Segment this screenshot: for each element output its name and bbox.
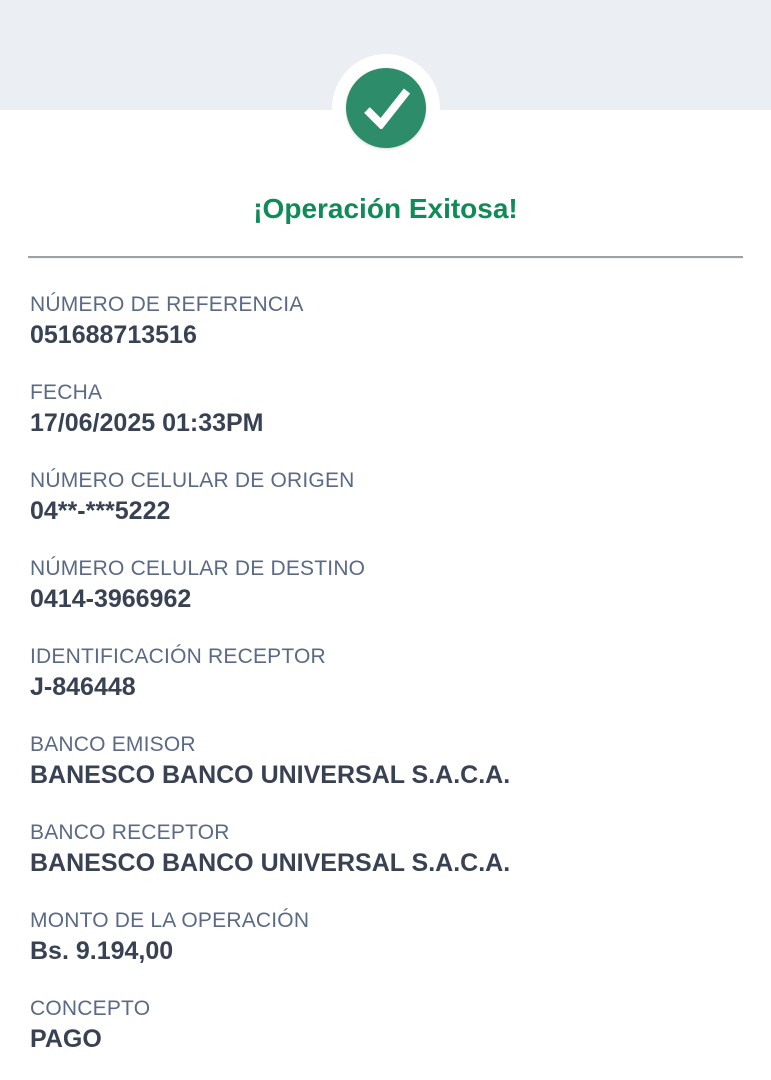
field-value: Bs. 9.194,00 — [30, 937, 174, 965]
receipt-field-row — [30, 994, 743, 1054]
field-value: 0414-3966962 — [30, 585, 192, 613]
field-label: BANCO EMISOR — [30, 733, 196, 756]
field-value: 17/06/2025 01:33PM — [30, 409, 264, 437]
field-value: 04**-***5222 — [30, 497, 171, 525]
field-value: BANESCO BANCO UNIVERSAL S.A.C.A. — [30, 761, 511, 789]
field-label: NÚMERO CELULAR DE DESTINO — [30, 557, 366, 580]
receipt-field-row — [30, 466, 743, 526]
receipt-field-row — [30, 906, 743, 966]
field-label: NÚMERO CELULAR DE ORIGEN — [30, 469, 355, 492]
field-label: BANCO RECEPTOR — [30, 821, 230, 844]
field-label: MONTO DE LA OPERACIÓN — [30, 909, 310, 932]
field-label: IDENTIFICACIÓN RECEPTOR — [30, 645, 326, 668]
field-value: J-846448 — [30, 673, 136, 701]
field-label: NÚMERO DE REFERENCIA — [30, 293, 304, 316]
receipt-fields — [0, 258, 771, 1054]
checkmark-circle-icon — [346, 68, 426, 148]
success-badge — [332, 54, 440, 162]
receipt-field-row — [30, 378, 743, 438]
field-value: PAGO — [30, 1025, 102, 1053]
receipt-field-row — [30, 642, 743, 702]
receipt-field-row — [30, 554, 743, 614]
field-value: 051688713516 — [30, 321, 197, 349]
field-value: BANESCO BANCO UNIVERSAL S.A.C.A. — [30, 849, 511, 877]
page-title: ¡Operación Exitosa! — [253, 193, 518, 224]
receipt-field-row — [30, 290, 743, 350]
receipt-field-row — [30, 730, 743, 790]
receipt-field-row — [30, 818, 743, 878]
field-label: CONCEPTO — [30, 997, 151, 1020]
field-label: FECHA — [30, 381, 103, 404]
